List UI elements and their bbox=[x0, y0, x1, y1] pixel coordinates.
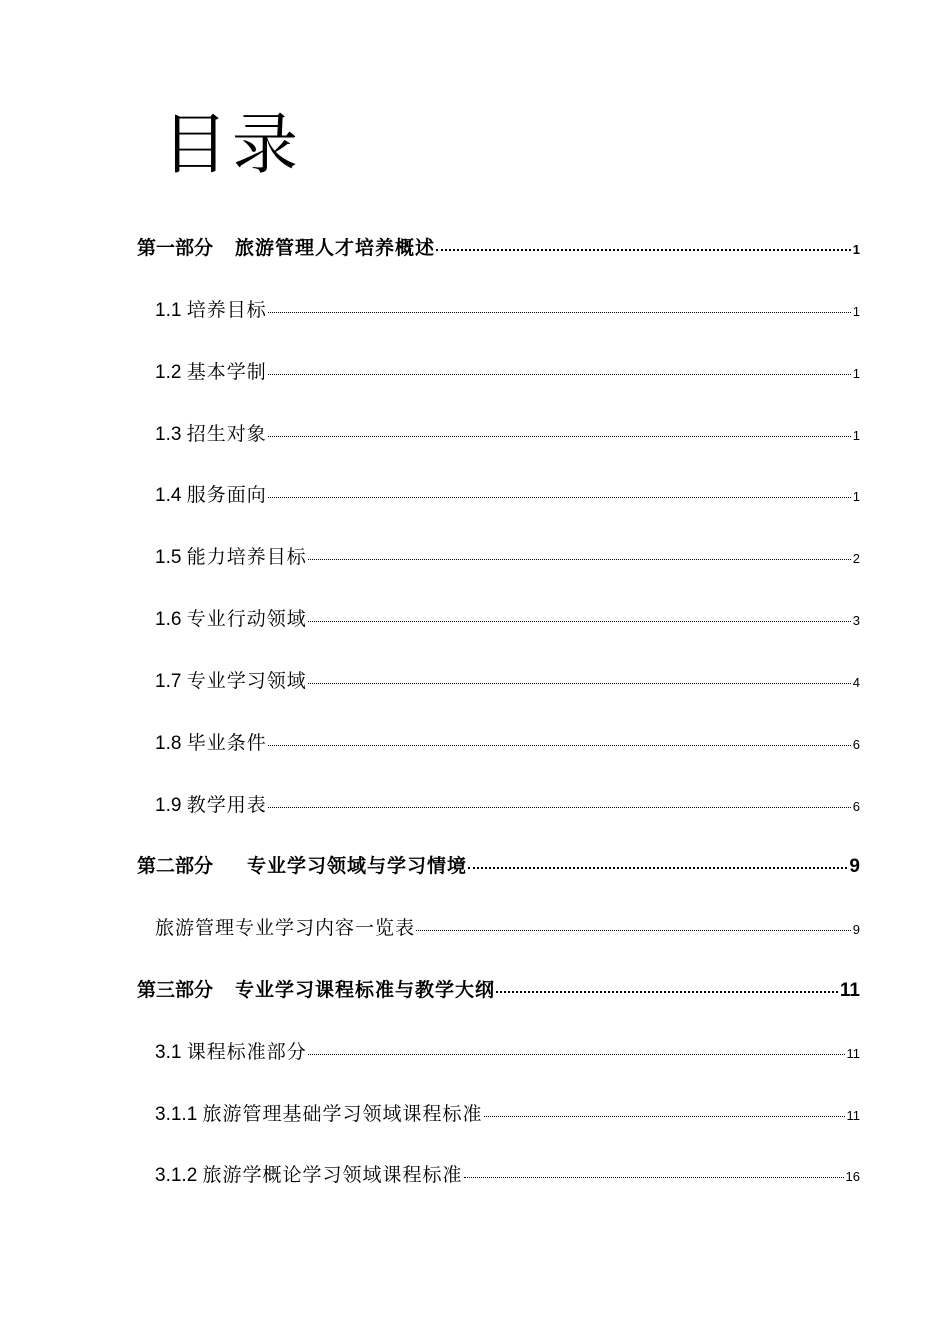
toc-entry-label: 招生对象 bbox=[186, 424, 267, 445]
toc-entry-label: 专业学习领域与学习情境 bbox=[247, 856, 468, 877]
toc-entry-text bbox=[155, 542, 307, 569]
toc-entry-text bbox=[137, 975, 495, 1002]
toc-entry-label: 毕业条件 bbox=[186, 733, 267, 754]
toc-entry-text bbox=[155, 604, 307, 631]
toc-dot-leader bbox=[268, 312, 851, 313]
toc-dot-leader bbox=[268, 436, 851, 437]
toc-page-number: 1 bbox=[852, 242, 860, 257]
toc-entry-label: 旅游管理专业学习内容一览表 bbox=[155, 918, 416, 939]
toc-entry-label: 专业学习课程标准与教学大纲 bbox=[235, 980, 496, 1001]
toc-entry-number: 第三部分 bbox=[137, 980, 214, 1001]
toc-entry-text bbox=[155, 666, 307, 693]
toc-entry-number: 1.5 bbox=[155, 547, 182, 568]
toc-entry-label: 专业行动领域 bbox=[186, 609, 307, 630]
toc-dot-leader bbox=[268, 745, 851, 746]
toc-dot-leader bbox=[308, 683, 851, 684]
toc-entry-1-9[interactable] bbox=[155, 790, 860, 817]
toc-page-number: 11 bbox=[839, 980, 860, 1001]
toc-page-number: 1 bbox=[852, 428, 860, 443]
toc-entry-number: 第二部分 bbox=[137, 856, 214, 877]
toc-page-number: 1 bbox=[852, 366, 860, 381]
toc-dot-leader bbox=[416, 930, 851, 931]
toc-page-number: 3 bbox=[852, 613, 860, 628]
toc-entry-number: 3.1 bbox=[155, 1042, 182, 1063]
toc-page-number: 2 bbox=[852, 551, 860, 566]
toc-entry-number: 1.7 bbox=[155, 671, 182, 692]
toc-page-number: 16 bbox=[845, 1169, 860, 1184]
toc-dot-leader bbox=[484, 1116, 845, 1117]
toc-entry-number: 3.1.1 bbox=[155, 1104, 198, 1125]
toc-page-number: 6 bbox=[852, 799, 860, 814]
toc-entry-text bbox=[155, 1037, 307, 1064]
toc-entry-1-3[interactable] bbox=[155, 419, 860, 446]
toc-entry-number: 1.9 bbox=[155, 795, 182, 816]
toc-page-number: 6 bbox=[852, 737, 860, 752]
toc-entry-label: 课程标准部分 bbox=[186, 1042, 307, 1063]
toc-entry-number: 第一部分 bbox=[137, 238, 214, 259]
toc-title: 目录 bbox=[162, 106, 302, 183]
toc-page-number: 11 bbox=[846, 1046, 860, 1061]
toc-entry-label: 基本学制 bbox=[186, 362, 267, 383]
toc-entry-3-1[interactable] bbox=[155, 1037, 860, 1064]
toc-entry-label: 专业学习领域 bbox=[186, 671, 307, 692]
toc-dot-leader bbox=[308, 559, 851, 560]
toc-page-number: 9 bbox=[852, 922, 860, 937]
toc-dot-leader bbox=[468, 867, 847, 869]
toc-entry-label: 旅游学概论学习领域课程标准 bbox=[202, 1165, 463, 1186]
toc-entry-number: 1.1 bbox=[155, 300, 182, 321]
toc-entry-part-3[interactable] bbox=[137, 975, 860, 1002]
toc-dot-leader bbox=[268, 497, 851, 498]
toc-page-number: 1 bbox=[852, 489, 860, 504]
toc-dot-leader bbox=[496, 991, 838, 993]
toc-entry-3-1-1[interactable] bbox=[155, 1099, 860, 1126]
toc-entry-text bbox=[155, 419, 267, 446]
toc-dot-leader bbox=[464, 1177, 844, 1178]
toc-entry-1-4[interactable] bbox=[155, 480, 860, 507]
toc-entry-content-overview[interactable] bbox=[155, 913, 860, 940]
toc-dot-leader bbox=[308, 1054, 845, 1055]
toc-entry-label: 能力培养目标 bbox=[186, 547, 307, 568]
toc-entry-text bbox=[137, 233, 435, 260]
toc-entry-text bbox=[155, 480, 267, 507]
toc-entry-number: 1.4 bbox=[155, 485, 182, 506]
toc-entry-1-1[interactable] bbox=[155, 295, 860, 322]
toc-entry-part-1[interactable] bbox=[137, 233, 860, 260]
toc-entry-part-2[interactable] bbox=[137, 851, 860, 878]
toc-page-number: 11 bbox=[846, 1108, 860, 1123]
toc-entry-text bbox=[155, 357, 267, 384]
toc-entry-number: 1.6 bbox=[155, 609, 182, 630]
toc-entry-number: 1.8 bbox=[155, 733, 182, 754]
toc-entry-1-6[interactable] bbox=[155, 604, 860, 631]
toc-page-number: 4 bbox=[852, 675, 860, 690]
toc-entry-text bbox=[137, 851, 467, 878]
toc-dot-leader bbox=[308, 621, 851, 622]
toc-entry-1-2[interactable] bbox=[155, 357, 860, 384]
toc-entry-label: 旅游管理人才培养概述 bbox=[235, 238, 436, 259]
toc-page-number: 9 bbox=[849, 856, 860, 877]
toc-entry-1-8[interactable] bbox=[155, 728, 860, 755]
toc-entry-3-1-2[interactable] bbox=[155, 1160, 860, 1187]
toc-entry-number: 1.3 bbox=[155, 424, 182, 445]
toc-dot-leader bbox=[436, 249, 851, 251]
toc-entry-text bbox=[155, 1099, 483, 1126]
toc-page-number: 1 bbox=[852, 304, 860, 319]
toc-entry-number: 1.2 bbox=[155, 362, 182, 383]
toc-entry-label: 培养目标 bbox=[186, 300, 267, 321]
toc-entry-text bbox=[155, 913, 415, 940]
toc-entry-label: 服务面向 bbox=[186, 485, 267, 506]
toc-entry-text bbox=[155, 295, 267, 322]
toc-dot-leader bbox=[268, 374, 851, 375]
toc-entry-label: 旅游管理基础学习领域课程标准 bbox=[202, 1104, 483, 1125]
toc-entry-text bbox=[155, 790, 267, 817]
toc-entry-label: 教学用表 bbox=[186, 795, 267, 816]
toc-entry-1-5[interactable] bbox=[155, 542, 860, 569]
toc-entry-1-7[interactable] bbox=[155, 666, 860, 693]
toc-dot-leader bbox=[268, 807, 851, 808]
toc-entry-text bbox=[155, 728, 267, 755]
toc-entry-text bbox=[155, 1160, 463, 1187]
toc-entry-number: 3.1.2 bbox=[155, 1165, 198, 1186]
